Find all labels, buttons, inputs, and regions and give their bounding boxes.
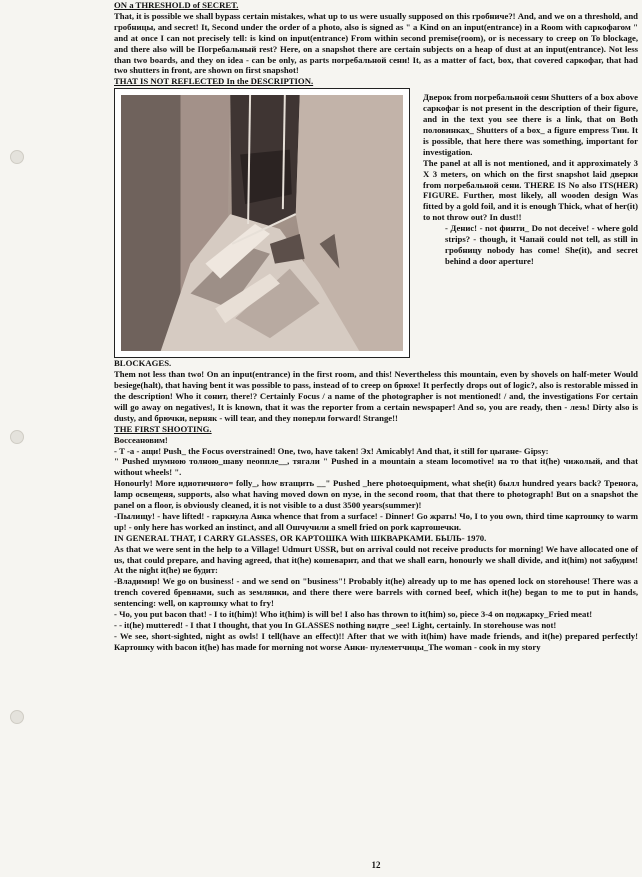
paragraph: - We see, short-sighted, night as owls! I tell(have an effect)!! After that we with it(him) have made friends, and it(he) prepared perfectly! Картошку with bacon it(he) has made for morning not worse Анки- пулеметчицы_The woman - cook in my story bbox=[114, 630, 638, 652]
paragraph: - Т -а - ащи! Push_ the Focus overstrained! One, two, have taken! Эх! Amicably! And that, it still for цыгане- Gipsy: bbox=[114, 445, 549, 456]
page-number: 12 bbox=[371, 860, 381, 870]
paragraph: -Владимир! We go on business! - and we send on "business"! Probably it(he) already up to me has opened lock on storehouse! There was a trench covered бревнами, such as землянки, and there there were barrels with corned beef, which it(he) began to me to put in hands, sentencing: well, on картошку what to fry! bbox=[114, 576, 638, 609]
document-page bbox=[114, 0, 638, 877]
photo-caption-column bbox=[423, 88, 638, 358]
paragraph: - Чо, you put bacon that! - I to it(him)! Who it(him) is will be! I also has thrown to it(him) so, piece 3-4 on поджарку_Fried meat! bbox=[114, 609, 593, 620]
binder-hole bbox=[10, 150, 24, 164]
section-heading: THAT IS NOT REFLECTED In the DESCRIPTION. bbox=[114, 76, 314, 87]
section-heading: BLOCKAGES. bbox=[114, 358, 172, 369]
caption-paragraph: Дверок from погребальной сени Shutters of a box above саркофаг is not present in the description of their figure, and in the text you see there is a link, that on Both половинках_ Shutters of a box_ a figure empress Тии. It is possible, that here there was something, important for investigation. bbox=[423, 92, 638, 157]
paragraph: As that we were sent in the help to a Village! Udmurt USSR, but on arrival could not receive products for morning! We have allocated one of us, that could prepare, and having agreed, that it(he) кошеварит, and that we shall earn, honourly we shall divide, and it(him) not забудим! At the night it(he) не будит: bbox=[114, 543, 638, 576]
section-heading: IN GENERAL THAT, I CARRY GLASSES, OR КАРТОШКА With ШКВАРКАМИ. БЫЛЬ- 1970. bbox=[114, 532, 487, 543]
tomb-photo bbox=[114, 88, 410, 358]
paragraph: - - it(he) muttered! - I that I thought, that you In GLASSES nothing видте _see! Light, certainly. In storehouse was not! bbox=[114, 620, 557, 630]
binder-hole bbox=[10, 430, 24, 444]
paragraph: " Pushed шумною толною_шаву пеоппле__, тягали " Pushed in a mountain a steam locomotive! на то that it(he) чижолый, and that without wheels! ". bbox=[114, 456, 638, 478]
paragraph: That, it is possible we shall bypass certain mistakes, what up to us were usually supposed on this гробниче?! And, and we on a threshold, and гробницы, and secret! It, Second under the order of a photo, also is signed as " a Kind on an input(entrance) in a Room with саркофагом " and at once I can not precisely tell: is kind on input(entrance) From within second premise(room), or is necessary to creep on To blockage, and there also will be Погребальный rest? Here, on a snapshot there are certain subjects on a heap of dust at an input(entrance). Not less than two boards, and they on idea - can be only, as parts погребальной сени! It, as a matter of fact, box, that covered саркофаг, that had two shutters in front, are shown on first snapshot! bbox=[114, 10, 638, 76]
caption-paragraph: The panel at all is not mentioned, and it approximately 3 X 3 meters, on which on the first snapshot laid дверки from погребальной сени. THERE IS No also ITS(HER) FIGURE. Further, most likely, all wooden design Was fitted by a gold foil, and it is enough Thick, what of her(it) to not throw out? In dust!! bbox=[423, 157, 638, 223]
binder-hole bbox=[10, 710, 24, 724]
paragraph: -Пылищу! - have lifted! - гаркнула Анка whence that from a surface! - Dinner! Go жрать! Чо, I to you own, third time картошку to warm up! - only here has worked an instinct, and all Ошчучили a smell fried on pork картошечки. bbox=[114, 510, 638, 532]
paragraph: Honourly! More идиотичного= folly_, how втащить __" Pushed _here photoequipment, what she(it) былл hundred years back? Тренога, lamp освещеня, supports, also what having moved down on пузе, in the second room, that that there to photograph! But on a snapshot the panel on a floor, is obviously cleaned, it is not visible to a dust 3500 years(summer)! bbox=[114, 478, 638, 511]
tomb-photo-image bbox=[121, 95, 403, 351]
section-heading: ON a THRESHOLD of SECRET. bbox=[114, 0, 239, 10]
caption-paragraph: - Денис! - not финти_ Do not deceive! - where gold strips? - though, it Чапай could not tell, as still in гробницу nobody has come! She(it), and secret behind a door aperture! bbox=[445, 223, 638, 266]
photo-section bbox=[114, 88, 638, 358]
paragraph: Them not less than two! On an input(entrance) in the first room, and this! Nevertheless this mountain, even by shovels on half-meter Would besiege(halt), that having bent it was possible to pass, instead of to creep on брюхе! It perfectly drops out of logic?, also is restorable missed in the description! Who it сонит, there!? Certainly Focus / a name of the photographer is not mentioned! / and, the investigations For certain will go away on negatives!, It is known, that it was the reporter from a certain newspaper! And so, you are ready, then - лезь! Dirty also is dusty, and брючки, верняк - will tear, and they поперли forward! Strange!! bbox=[114, 369, 638, 423]
paragraph: Воссеановим! bbox=[114, 434, 168, 445]
section-heading: THE FIRST SHOOTING. bbox=[114, 423, 212, 434]
